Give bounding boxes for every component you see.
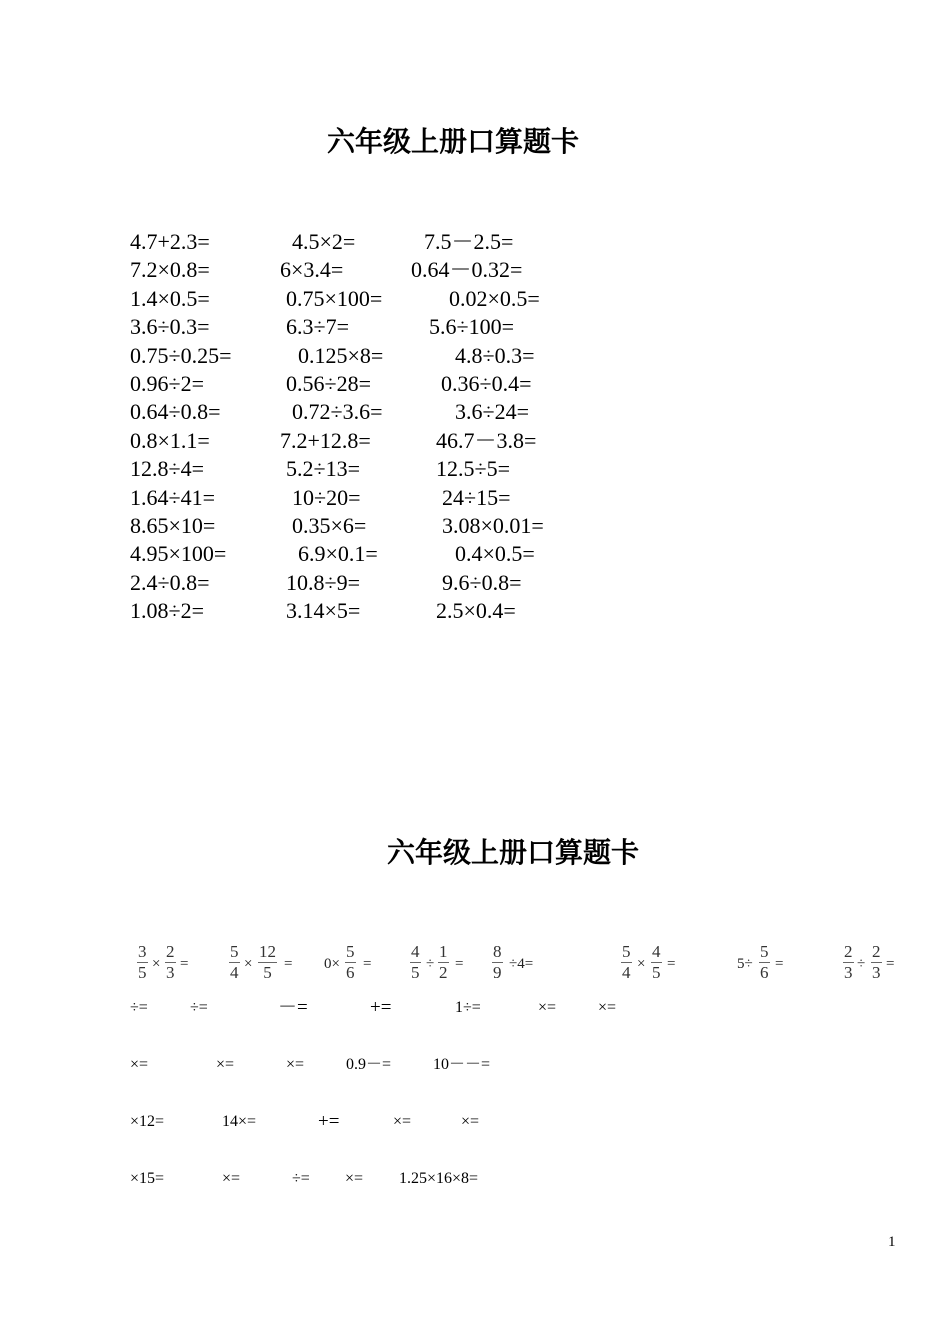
fraction-problem: += <box>318 1111 340 1132</box>
fraction-denominator: 6 <box>346 963 355 982</box>
fraction-operator: ÷ <box>426 956 435 972</box>
decimal-problem: 5.6÷100= <box>429 314 514 340</box>
decimal-problem: 1.64÷41= <box>130 484 215 510</box>
fraction <box>621 942 632 983</box>
fraction-operator: ÷4= <box>509 956 534 972</box>
fraction-denominator: 9 <box>493 963 502 982</box>
decimal-problem: 7.5－2.5= <box>424 229 514 254</box>
fraction-numerator: 5 <box>346 942 355 961</box>
fraction-numerator: 2 <box>872 942 881 961</box>
decimal-problem: 10.8÷9= <box>286 569 360 595</box>
fraction-denominator: 5 <box>652 963 661 982</box>
fraction-numerator: 5 <box>622 942 631 961</box>
fraction-problem: += <box>370 997 392 1018</box>
fraction-operator: 0× <box>324 956 340 972</box>
fraction-denominator: 2 <box>439 963 448 982</box>
fraction-problem: ÷= <box>130 999 148 1016</box>
fraction-denominator: 6 <box>760 963 769 982</box>
fraction-operator: = <box>886 956 895 972</box>
fraction-problem: 0.9－= <box>346 1056 392 1073</box>
decimal-problem: 5.2÷13= <box>286 456 360 482</box>
fraction <box>258 942 277 983</box>
fraction-numerator: 5 <box>230 942 239 961</box>
fraction-numerator: 2 <box>844 942 853 961</box>
decimal-problem: 0.75÷0.25= <box>130 342 232 368</box>
fraction-problem: ÷= <box>292 1170 310 1187</box>
fraction-operator: ÷ <box>857 956 866 972</box>
fraction-denominator: 3 <box>844 963 853 982</box>
decimal-problem: 12.5÷5= <box>436 456 510 482</box>
decimal-problem: 4.5×2= <box>292 229 356 254</box>
fraction-problem: ÷= <box>190 999 208 1016</box>
fraction <box>345 942 356 983</box>
fraction <box>137 942 148 983</box>
fraction-operator: 5÷ <box>737 956 753 972</box>
fraction <box>438 942 449 983</box>
fraction <box>229 942 240 983</box>
card-title-1: 六年级上册口算题卡 <box>326 125 579 158</box>
fraction-problem: ×12= <box>130 1113 165 1130</box>
fraction-operator: = <box>667 956 676 972</box>
fraction-denominator: 5 <box>263 963 272 982</box>
fraction-problem: 1÷= <box>455 999 481 1016</box>
fraction-operator: = <box>284 956 293 972</box>
fraction <box>410 942 421 983</box>
fraction-numerator: 2 <box>166 942 175 961</box>
decimal-problem: 1.08÷2= <box>130 598 204 624</box>
fraction <box>492 942 503 983</box>
fraction <box>871 942 882 983</box>
decimal-problem: 0.72÷3.6= <box>292 399 383 425</box>
fraction-problem: ×= <box>345 1170 364 1187</box>
fraction <box>843 942 854 983</box>
fraction-problem: ×= <box>286 1056 305 1073</box>
decimal-problem: 0.02×0.5= <box>449 285 540 311</box>
decimal-problem: 0.8×1.1= <box>130 427 210 453</box>
fraction-problem: 1.25×16×8= <box>399 1170 479 1187</box>
decimal-problem: 6.9×0.1= <box>298 541 378 567</box>
fraction-denominator: 5 <box>138 963 147 982</box>
decimal-problem: 0.56÷28= <box>286 371 371 396</box>
decimal-problem: 1.4×0.5= <box>130 285 210 311</box>
decimal-problem: 8.65×10= <box>130 513 216 538</box>
decimal-problem: 0.36÷0.4= <box>441 371 532 396</box>
fraction-operator: = <box>455 956 464 972</box>
fraction-operator: = <box>775 956 784 972</box>
decimal-problem: 4.7+2.3= <box>130 229 210 254</box>
fraction-denominator: 3 <box>872 963 881 982</box>
decimal-problem: 6.3÷7= <box>286 314 349 340</box>
fraction-problem: ×= <box>538 999 557 1016</box>
fraction-numerator: 4 <box>411 942 420 961</box>
decimal-problem: 3.14×5= <box>286 598 361 624</box>
fraction-denominator: 5 <box>411 963 420 982</box>
fraction-operator: × <box>637 956 646 972</box>
decimal-problem: 0.96÷2= <box>130 371 204 396</box>
fraction-numerator: 3 <box>138 942 147 961</box>
decimal-problem: 10÷20= <box>292 484 361 510</box>
fraction-problem: ×= <box>222 1170 241 1187</box>
page-number: 1 <box>888 1234 896 1250</box>
decimal-problem: 2.5×0.4= <box>436 598 516 624</box>
fraction-problem: ×= <box>130 1056 149 1073</box>
fraction-denominator: 4 <box>622 963 631 982</box>
decimal-problem: 7.2+12.8= <box>280 427 371 453</box>
card-title-2: 六年级上册口算题卡 <box>386 836 639 869</box>
fraction <box>759 942 770 983</box>
fraction-operator: × <box>244 956 253 972</box>
decimal-problem: 3.6÷24= <box>455 399 529 425</box>
fraction-problem: 10－－= <box>433 1056 491 1073</box>
decimal-problem: 0.75×100= <box>286 285 383 311</box>
fraction-operator: = <box>180 956 189 972</box>
decimal-problem: 0.4×0.5= <box>455 541 535 567</box>
decimal-problem: 12.8÷4= <box>130 456 204 482</box>
decimal-problem: 3.6÷0.3= <box>130 314 210 340</box>
decimal-problem: 2.4÷0.8= <box>130 569 210 595</box>
fraction-problem: ×15= <box>130 1170 165 1187</box>
decimal-problem: 9.6÷0.8= <box>442 569 522 595</box>
fraction-problem: ×= <box>393 1113 412 1130</box>
decimal-problem: 6×3.4= <box>280 257 344 283</box>
decimal-problem: 0.64－0.32= <box>411 257 523 283</box>
fraction-denominator: 3 <box>166 963 175 982</box>
decimal-problem: 24÷15= <box>442 484 511 510</box>
decimal-problem: 46.7－3.8= <box>436 427 537 453</box>
decimal-problem: 7.2×0.8= <box>130 257 210 283</box>
fraction-operator: × <box>152 956 161 972</box>
decimal-problem: 4.8÷0.3= <box>455 342 535 368</box>
fraction-numerator: 12 <box>259 942 276 961</box>
fraction-problem: 14×= <box>222 1113 257 1130</box>
decimal-problem: 4.95×100= <box>130 541 227 567</box>
fraction-problem: ×= <box>598 999 617 1016</box>
fraction-numerator: 4 <box>652 942 661 961</box>
fraction <box>651 942 662 983</box>
fraction <box>165 942 176 983</box>
decimal-problem: 0.64÷0.8= <box>130 399 221 425</box>
decimal-problem: 0.125×8= <box>298 342 384 368</box>
fraction-denominator: 4 <box>230 963 239 982</box>
fraction-numerator: 1 <box>439 942 448 961</box>
fraction-problem: －= <box>278 997 308 1018</box>
fraction-problem: ×= <box>216 1056 235 1073</box>
fraction-numerator: 5 <box>760 942 769 961</box>
decimal-problem: 0.35×6= <box>292 513 367 538</box>
decimal-problem: 3.08×0.01= <box>442 513 544 538</box>
fraction-problem: ×= <box>461 1113 480 1130</box>
fraction-operator: = <box>363 956 372 972</box>
fraction-numerator: 8 <box>493 942 502 961</box>
